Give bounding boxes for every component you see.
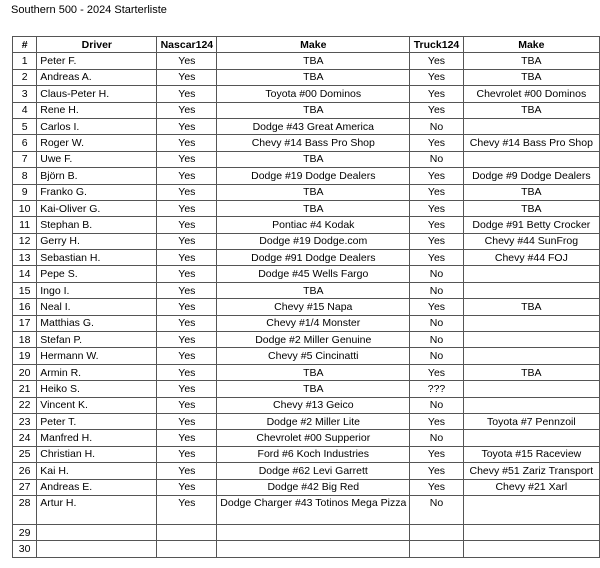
cell-make xyxy=(217,541,410,557)
cell-driver: Roger W. xyxy=(37,135,157,151)
cell-number: 13 xyxy=(13,250,37,266)
cell-truck-make: TBA xyxy=(463,184,599,200)
table-row xyxy=(13,250,600,266)
cell-number: 4 xyxy=(13,102,37,118)
cell-driver: Matthias G. xyxy=(37,315,157,331)
cell-nascar124: Yes xyxy=(157,217,217,233)
cell-make: Dodge #19 Dodge.com xyxy=(217,233,410,249)
cell-nascar124: Yes xyxy=(157,135,217,151)
cell-nascar124: Yes xyxy=(157,413,217,429)
cell-truck-make xyxy=(463,315,599,331)
cell-driver: Sebastian H. xyxy=(37,250,157,266)
cell-truck124: Yes xyxy=(410,86,463,102)
cell-number: 6 xyxy=(13,135,37,151)
cell-number: 23 xyxy=(13,413,37,429)
cell-make: Dodge #2 Miller Genuine xyxy=(217,332,410,348)
cell-truck-make: Chevy #44 FOJ xyxy=(463,250,599,266)
cell-truck124: No xyxy=(410,332,463,348)
cell-nascar124: Yes xyxy=(157,200,217,216)
cell-truck124: Yes xyxy=(410,168,463,184)
cell-nascar124: Yes xyxy=(157,53,217,69)
table-row xyxy=(13,348,600,364)
table-row xyxy=(13,53,600,69)
cell-driver: Andreas A. xyxy=(37,69,157,85)
cell-driver: Uwe F. xyxy=(37,151,157,167)
table-row xyxy=(13,413,600,429)
cell-truck-make: TBA xyxy=(463,102,599,118)
cell-truck-make: Dodge #9 Dodge Dealers xyxy=(463,168,599,184)
table-row xyxy=(13,381,600,397)
cell-nascar124: Yes xyxy=(157,102,217,118)
cell-make: Chevy #13 Geico xyxy=(217,397,410,413)
cell-truck-make xyxy=(463,381,599,397)
table-row xyxy=(13,102,600,118)
cell-truck-make xyxy=(463,118,599,134)
cell-number: 27 xyxy=(13,479,37,495)
cell-nascar124: Yes xyxy=(157,430,217,446)
cell-driver: Armin R. xyxy=(37,364,157,380)
cell-truck124: Yes xyxy=(410,217,463,233)
cell-truck124: Yes xyxy=(410,479,463,495)
cell-number: 21 xyxy=(13,381,37,397)
header-nascar124: Nascar124 xyxy=(157,37,217,53)
cell-driver: Franko G. xyxy=(37,184,157,200)
cell-truck124: Yes xyxy=(410,184,463,200)
cell-nascar124: Yes xyxy=(157,282,217,298)
header-truck124: Truck124 xyxy=(410,37,463,53)
cell-make: Pontiac #4 Kodak xyxy=(217,217,410,233)
cell-truck-make: TBA xyxy=(463,299,599,315)
cell-nascar124: Yes xyxy=(157,184,217,200)
cell-truck124: Yes xyxy=(410,135,463,151)
cell-nascar124 xyxy=(157,541,217,557)
cell-truck124: Yes xyxy=(410,446,463,462)
cell-nascar124: Yes xyxy=(157,168,217,184)
cell-truck124: No xyxy=(410,282,463,298)
cell-driver: Carlos I. xyxy=(37,118,157,134)
cell-number: 19 xyxy=(13,348,37,364)
cell-number: 26 xyxy=(13,463,37,479)
table-header-row xyxy=(13,37,600,53)
cell-truck124: Yes xyxy=(410,69,463,85)
cell-driver: Stephan B. xyxy=(37,217,157,233)
cell-truck124: No xyxy=(410,430,463,446)
cell-nascar124: Yes xyxy=(157,299,217,315)
cell-make: Dodge #62 Levi Garrett xyxy=(217,463,410,479)
cell-driver: Andreas E. xyxy=(37,479,157,495)
cell-truck124: No xyxy=(410,495,463,524)
cell-nascar124 xyxy=(157,524,217,540)
cell-driver: Björn B. xyxy=(37,168,157,184)
cell-driver: Heiko S. xyxy=(37,381,157,397)
cell-truck-make: TBA xyxy=(463,200,599,216)
page-title: Southern 500 - 2024 Starterliste xyxy=(11,4,167,16)
cell-truck-make xyxy=(463,332,599,348)
cell-nascar124: Yes xyxy=(157,381,217,397)
cell-truck-make xyxy=(463,541,599,557)
cell-driver: Neal I. xyxy=(37,299,157,315)
cell-nascar124: Yes xyxy=(157,463,217,479)
cell-truck124: Yes xyxy=(410,299,463,315)
cell-driver: Peter F. xyxy=(37,53,157,69)
header-driver: Driver xyxy=(37,37,157,53)
table-row xyxy=(13,299,600,315)
cell-make: Toyota #00 Dominos xyxy=(217,86,410,102)
cell-make xyxy=(217,524,410,540)
cell-number: 9 xyxy=(13,184,37,200)
cell-truck124 xyxy=(410,524,463,540)
cell-number: 12 xyxy=(13,233,37,249)
cell-nascar124: Yes xyxy=(157,315,217,331)
cell-number: 11 xyxy=(13,217,37,233)
cell-truck-make: Toyota #15 Raceview xyxy=(463,446,599,462)
cell-truck-make xyxy=(463,266,599,282)
cell-truck-make: TBA xyxy=(463,53,599,69)
cell-driver: Christian H. xyxy=(37,446,157,462)
cell-number: 14 xyxy=(13,266,37,282)
table-row xyxy=(13,430,600,446)
cell-truck124: Yes xyxy=(410,200,463,216)
cell-make: TBA xyxy=(217,69,410,85)
header-truck-make: Make xyxy=(463,37,599,53)
cell-nascar124: Yes xyxy=(157,332,217,348)
cell-driver: Hermann W. xyxy=(37,348,157,364)
cell-truck-make: Chevrolet #00 Dominos xyxy=(463,86,599,102)
table-row xyxy=(13,200,600,216)
cell-driver: Artur H. xyxy=(37,495,157,524)
cell-make: Dodge #2 Miller Lite xyxy=(217,413,410,429)
table-row xyxy=(13,463,600,479)
cell-number: 3 xyxy=(13,86,37,102)
table-row xyxy=(13,69,600,85)
cell-number: 18 xyxy=(13,332,37,348)
cell-make: Ford #6 Koch Industries xyxy=(217,446,410,462)
cell-make: TBA xyxy=(217,200,410,216)
header-make: Make xyxy=(217,37,410,53)
table-row xyxy=(13,446,600,462)
cell-nascar124: Yes xyxy=(157,446,217,462)
cell-truck-make: Chevy #51 Zariz Transport xyxy=(463,463,599,479)
table-row xyxy=(13,332,600,348)
cell-driver: Peter T. xyxy=(37,413,157,429)
cell-truck124: Yes xyxy=(410,233,463,249)
cell-number: 7 xyxy=(13,151,37,167)
cell-driver: Ingo I. xyxy=(37,282,157,298)
cell-truck-make: Dodge #91 Betty Crocker xyxy=(463,217,599,233)
table-row xyxy=(13,184,600,200)
cell-truck124: No xyxy=(410,266,463,282)
cell-make: TBA xyxy=(217,184,410,200)
cell-number: 30 xyxy=(13,541,37,557)
table-row xyxy=(13,118,600,134)
cell-nascar124: Yes xyxy=(157,86,217,102)
cell-make: TBA xyxy=(217,53,410,69)
cell-truck124: ??? xyxy=(410,381,463,397)
cell-truck-make: Chevy #44 SunFrog xyxy=(463,233,599,249)
cell-driver: Pepe S. xyxy=(37,266,157,282)
cell-truck-make: Chevy #21 Xarl xyxy=(463,479,599,495)
cell-make: Chevy #5 Cincinatti xyxy=(217,348,410,364)
cell-number: 1 xyxy=(13,53,37,69)
cell-truck-make: TBA xyxy=(463,69,599,85)
cell-truck124: Yes xyxy=(410,413,463,429)
cell-make: Dodge #91 Dodge Dealers xyxy=(217,250,410,266)
cell-driver: Vincent K. xyxy=(37,397,157,413)
cell-nascar124: Yes xyxy=(157,397,217,413)
cell-driver: Gerry H. xyxy=(37,233,157,249)
table-row xyxy=(13,397,600,413)
cell-number: 2 xyxy=(13,69,37,85)
cell-driver: Kai-Oliver G. xyxy=(37,200,157,216)
table-row xyxy=(13,135,600,151)
table-row xyxy=(13,266,600,282)
cell-nascar124: Yes xyxy=(157,69,217,85)
cell-make: Dodge #43 Great America xyxy=(217,118,410,134)
cell-nascar124: Yes xyxy=(157,250,217,266)
cell-number: 24 xyxy=(13,430,37,446)
cell-nascar124: Yes xyxy=(157,479,217,495)
cell-truck-make xyxy=(463,151,599,167)
cell-truck-make xyxy=(463,524,599,540)
cell-nascar124: Yes xyxy=(157,233,217,249)
table-row xyxy=(13,315,600,331)
cell-truck124: No xyxy=(410,348,463,364)
cell-make: Chevy #1/4 Monster xyxy=(217,315,410,331)
cell-number: 5 xyxy=(13,118,37,134)
cell-number: 16 xyxy=(13,299,37,315)
cell-nascar124: Yes xyxy=(157,118,217,134)
cell-truck-make: TBA xyxy=(463,364,599,380)
cell-number: 10 xyxy=(13,200,37,216)
cell-truck124: Yes xyxy=(410,53,463,69)
cell-driver: Manfred H. xyxy=(37,430,157,446)
cell-make: Dodge #42 Big Red xyxy=(217,479,410,495)
cell-nascar124: Yes xyxy=(157,151,217,167)
cell-truck124: Yes xyxy=(410,463,463,479)
cell-driver: Kai H. xyxy=(37,463,157,479)
table-row xyxy=(13,168,600,184)
cell-nascar124: Yes xyxy=(157,495,217,524)
table-row xyxy=(13,495,600,524)
cell-driver: Rene H. xyxy=(37,102,157,118)
cell-make: Chevy #15 Napa xyxy=(217,299,410,315)
cell-nascar124: Yes xyxy=(157,364,217,380)
cell-number: 17 xyxy=(13,315,37,331)
table-row xyxy=(13,364,600,380)
cell-nascar124: Yes xyxy=(157,348,217,364)
cell-truck-make xyxy=(463,348,599,364)
cell-truck-make xyxy=(463,397,599,413)
cell-truck124: No xyxy=(410,315,463,331)
cell-nascar124: Yes xyxy=(157,266,217,282)
cell-truck-make: Chevy #14 Bass Pro Shop xyxy=(463,135,599,151)
cell-number: 29 xyxy=(13,524,37,540)
cell-truck124 xyxy=(410,541,463,557)
table-row xyxy=(13,86,600,102)
cell-make: Chevrolet #00 Supperior xyxy=(217,430,410,446)
table-row xyxy=(13,479,600,495)
cell-truck124: No xyxy=(410,397,463,413)
cell-number: 28 xyxy=(13,495,37,524)
cell-truck124: Yes xyxy=(410,364,463,380)
cell-truck-make xyxy=(463,282,599,298)
table-row xyxy=(13,233,600,249)
cell-driver xyxy=(37,524,157,540)
cell-make: TBA xyxy=(217,282,410,298)
cell-truck124: No xyxy=(410,151,463,167)
cell-make: TBA xyxy=(217,364,410,380)
cell-number: 22 xyxy=(13,397,37,413)
table-row xyxy=(13,282,600,298)
cell-truck-make xyxy=(463,430,599,446)
cell-make: TBA xyxy=(217,151,410,167)
cell-number: 25 xyxy=(13,446,37,462)
cell-number: 8 xyxy=(13,168,37,184)
table-row xyxy=(13,541,600,557)
cell-number: 20 xyxy=(13,364,37,380)
cell-truck-make: Toyota #7 Pennzoil xyxy=(463,413,599,429)
table-row xyxy=(13,217,600,233)
cell-make: TBA xyxy=(217,381,410,397)
starter-list-table xyxy=(12,36,600,558)
cell-driver xyxy=(37,541,157,557)
cell-make: Dodge #45 Wells Fargo xyxy=(217,266,410,282)
cell-truck124: Yes xyxy=(410,250,463,266)
cell-driver: Claus-Peter H. xyxy=(37,86,157,102)
cell-truck124: No xyxy=(410,118,463,134)
cell-driver: Stefan P. xyxy=(37,332,157,348)
table-row xyxy=(13,524,600,540)
cell-make: Dodge #19 Dodge Dealers xyxy=(217,168,410,184)
header-number: # xyxy=(13,37,37,53)
cell-make: Chevy #14 Bass Pro Shop xyxy=(217,135,410,151)
cell-make: TBA xyxy=(217,102,410,118)
cell-truck124: Yes xyxy=(410,102,463,118)
cell-make: Dodge Charger #43 Totinos Mega Pizza xyxy=(217,495,410,524)
cell-truck-make xyxy=(463,495,599,524)
cell-number: 15 xyxy=(13,282,37,298)
table-row xyxy=(13,151,600,167)
